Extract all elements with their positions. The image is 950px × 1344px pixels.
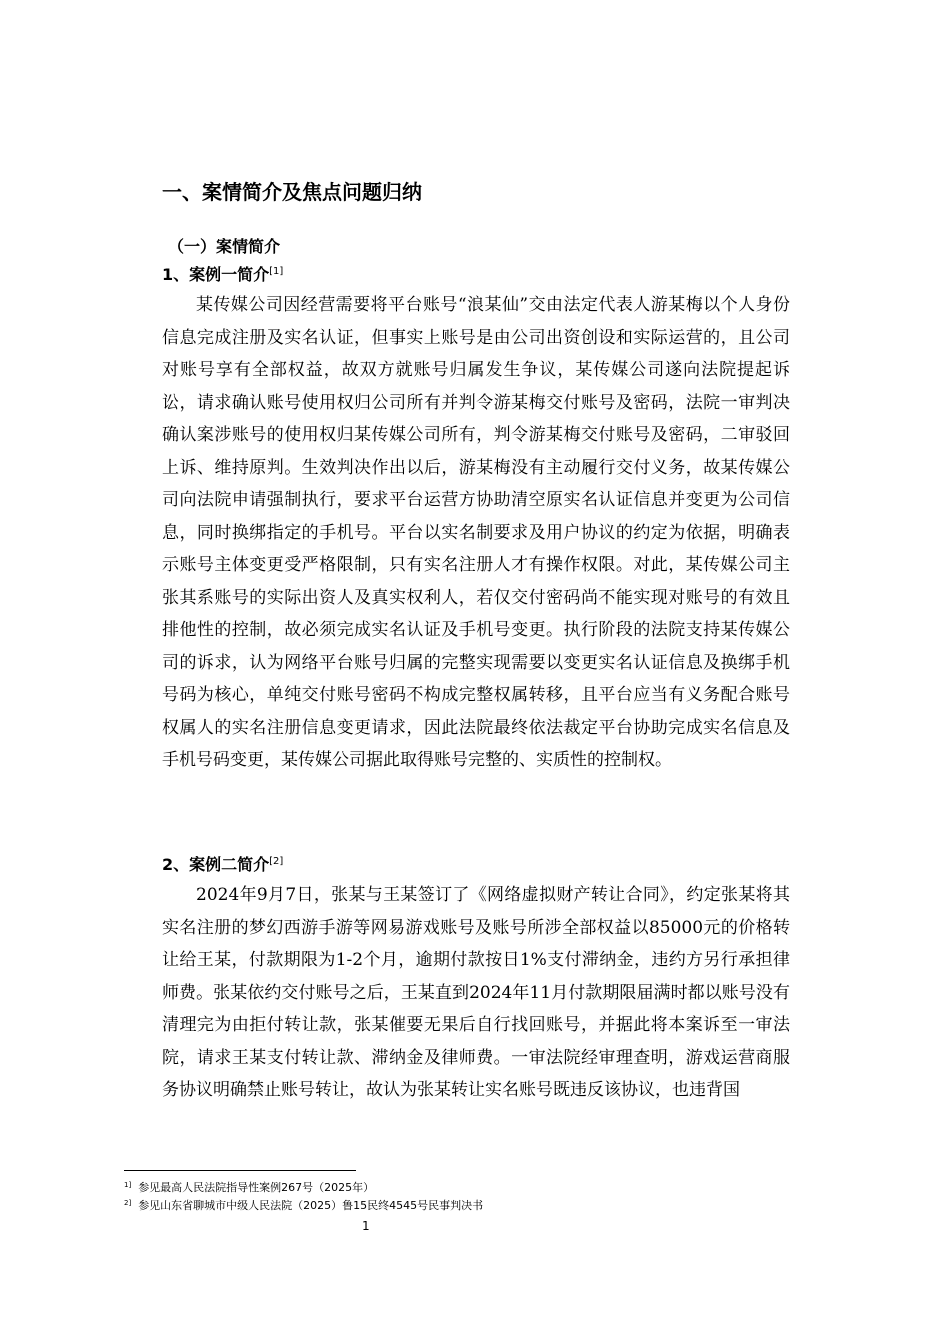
case2-paragraph: 2024年9月7日，张某与王某签订了《网络虚拟财产转让合同》，约定张某将其实名注册的梦幻西游手游等网易游戏账号及账号所涉全部权益以85000元的价格转让给王某，付款期限为1-2个月，逾期付款按日1%支付滞纳金，违约方另行承担律师费。张某依约交付账号之后，王某直到2024年11月付款期限届满时都以账号没有清理完为由拒付转让款，张某催要无果后自行找回账号，并据此将本案诉至一审法院，请求王某支付转让款、滞纳金及律师费。一审法院经审理查明，游戏运营商服务协议明确禁止账号转让，故认为张某转让实名账号既违反该协议，也违背国	[162, 885, 790, 1100]
footnote-1	[124, 1180, 374, 1196]
case1-title	[162, 263, 283, 287]
case2-title	[162, 853, 283, 877]
footnote-text-2: 参见山东省聊城市中级人民法院（2025）鲁15民终4545号民事判决书	[138, 1199, 484, 1212]
footnote-separator	[124, 1170, 356, 1171]
section-heading: 一、案情简介及焦点问题归纳	[162, 180, 422, 204]
case2-title-text: 2、案例二简介	[162, 855, 270, 874]
footnote-2	[124, 1198, 483, 1214]
footnote-text-1: 参见最高人民法院指导性案例267号（2025年）	[138, 1181, 375, 1194]
case1-paragraph: 某传媒公司因经营需要将平台账号“浪某仙”交由法定代表人游某梅以个人身份信息完成注册及实名认证，但事实上账号是由公司出资创设和实际运营的，且公司对账号享有全部权益，故双方就账号归属发生争议，某传媒公司遂向法院提起诉讼，请求确认账号使用权归公司所有并判令游某梅交付账号及密码，法院一审判决确认案涉账号的使用权归某传媒公司所有，判令游某梅交付账号及密码，二审驳回上诉、维持原判。生效判决作出以后，游某梅没有主动履行交付义务，故某传媒公司向法院申请强制执行，要求平台运营方协助清空原实名认证信息并变更为公司信息，同时换绑指定的手机号。平台以实名制要求及用户协议的约定为依据，明确表示账号主体变更受严格限制，只有实名注册人才有操作权限。对此，某传媒公司主张其系账号的实际出资人及真实权利人，若仅交付密码尚不能实现对账号的有效且排他性的控制，故必须完成实名认证及手机号变更。执行阶段的法院支持某传媒公司的诉求，认为网络平台账号归属的完整实现需要以变更实名认证信息及换绑手机号码为核心，单纯交付账号密码不构成完整权属转移，且平台应当有义务配合账号权属人的实名注册信息变更请求，因此法院最终依法裁定平台协助完成实名信息及手机号码变更，某传媒公司据此取得账号完整的、实质性的控制权。	[162, 295, 790, 770]
footnote-ref-2[interactable]: [2]	[269, 856, 284, 867]
case1-title-text: 1、案例一简介	[162, 265, 270, 284]
subsection-heading: （一）案情简介	[168, 237, 281, 256]
footnote-mark-2: 2]	[124, 1199, 132, 1207]
footnote-ref-1[interactable]: [1]	[269, 266, 284, 277]
footnote-mark-1: 1]	[124, 1181, 132, 1189]
page-number: 1	[362, 1219, 370, 1233]
